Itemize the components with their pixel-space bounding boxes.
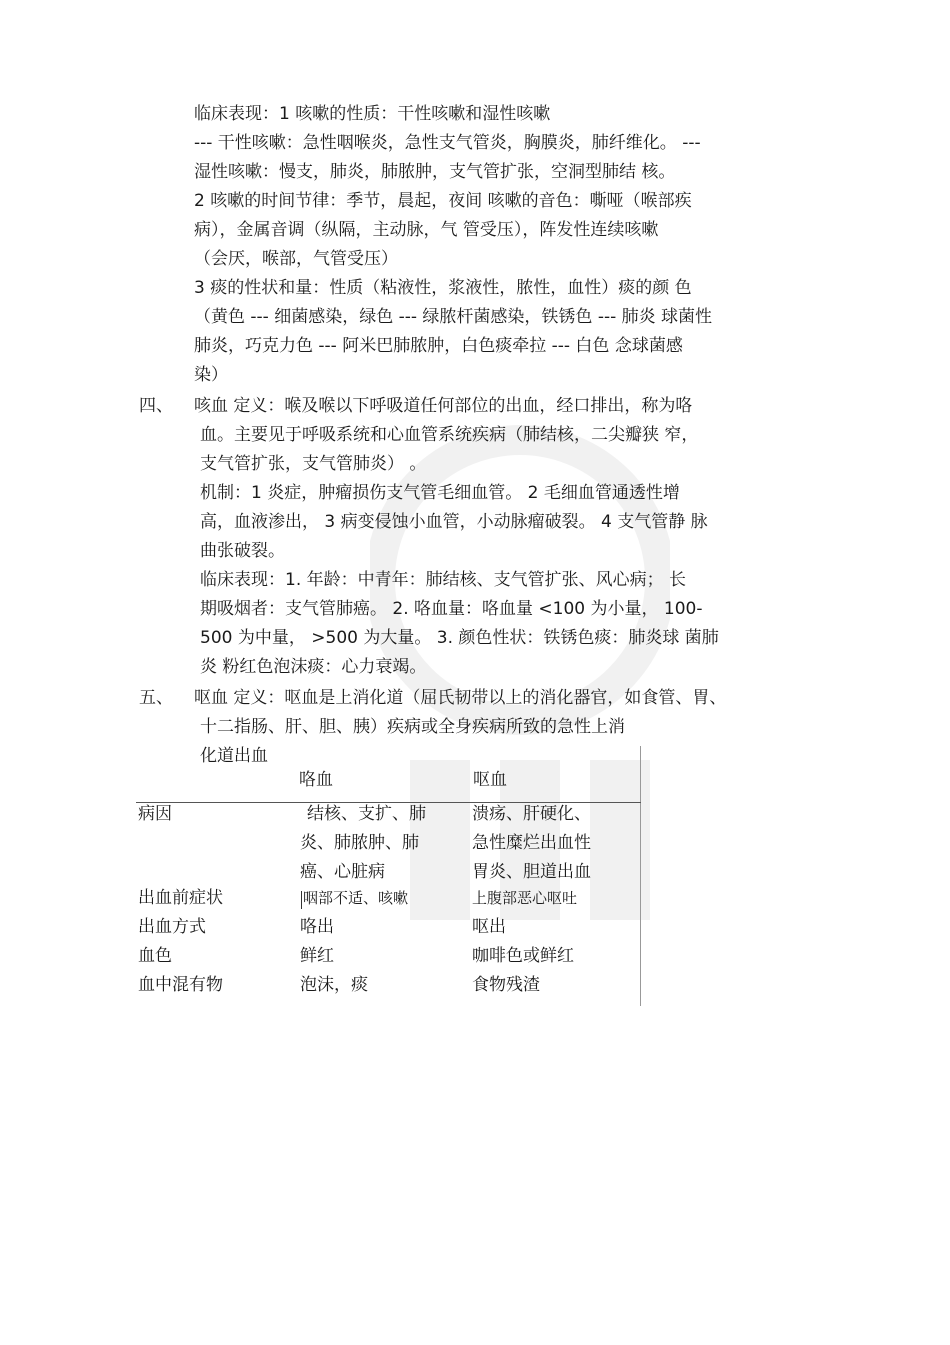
table-cell: 溃疡、肝硬化、 [472,804,591,824]
section-line: 临床表现：1. 年龄：中青年：肺结核、支气管扩张、风心病； 长 [200,570,687,590]
paragraph-line: （黄色 --- 细菌感染，绿色 --- 绿脓杆菌感染，铁锈色 --- 肺炎 球菌性 [194,307,713,327]
table-row-label: 血色 [138,946,172,966]
comparison-table [136,766,641,1006]
table-header-hematemesis: 呕血 [473,770,507,790]
table-cell: 炎、肺脓肿、肺 [300,833,419,853]
table-cell: 结核、支扩、肺 [307,804,426,824]
table-cell: 胃炎、胆道出血 [472,862,591,882]
paragraph-line: 3 痰的性状和量：性质（粘液性，浆液性，脓性，血性）痰的颜 色 [194,278,692,298]
section-line: 炎 粉红色泡沫痰：心力衰竭。 [200,657,427,677]
paragraph-line: 染） [194,365,228,385]
section-line: 期吸烟者：支气管肺癌。 2. 咯血量：咯血量 <100 为小量， 100- [200,599,703,619]
table-cell: 上腹部恶心呕吐 [472,889,578,907]
table-row-label: 出血方式 [138,917,206,937]
section-line: 支气管扩张，支气管肺炎） 。 [200,454,427,474]
table-cell: 咯出 [300,917,334,937]
table-header-hemoptysis: 咯血 [299,770,333,790]
section-line: 化道出血 [200,746,268,766]
paragraph-line: （会厌，喉部，气管受压） [194,249,398,269]
table-row-label: 血中混有物 [138,975,223,995]
paragraph-line: 肺炎，巧克力色 --- 阿米巴肺脓肿，白色痰牵拉 --- 白色 念球菌感 [194,336,683,356]
section-number: 五、 [139,688,173,708]
table-cell: 鲜红 [300,946,334,966]
section-line: 曲张破裂。 [200,541,285,561]
table-row-label: 病因 [138,804,172,824]
section-number: 四、 [139,396,173,416]
section-line: 机制：1 炎症，肿瘤损伤支气管毛细血管。 2 毛细血管通透性增 [200,483,680,503]
table-cell: 食物残渣 [472,975,540,995]
table-cell: 呕出 [472,917,506,937]
table-border [640,746,641,1006]
table-cell: 咖啡色或鲜红 [472,946,574,966]
section-line: 咳血 定义：喉及喉以下呼吸道任何部位的出血，经口排出，称为咯 [194,396,693,416]
table-cell: 癌、心脏病 [300,862,385,882]
table-row-label: 出血前症状 [138,888,223,908]
section-line: 高，血液渗出， 3 病变侵蚀小血管，小动脉瘤破裂。 4 支气管静 脉 [200,512,708,532]
section-line: 呕血 定义：呕血是上消化道（屈氏韧带以上的消化器官，如食管、胃、 [194,688,727,708]
paragraph-line: 临床表现：1 咳嗽的性质：干性咳嗽和湿性咳嗽 [194,104,551,124]
table-cell: 咽部不适、咳嗽 [303,889,409,907]
section-line: 十二指肠、肝、胆、胰）疾病或全身疾病所致的急性上消 [200,717,625,737]
paragraph-line: 病），金属音调（纵隔，主动脉，气 管受压），阵发性连续咳嗽 [194,220,659,240]
table-cell: 泡沫，痰 [300,975,368,995]
paragraph-line: 2 咳嗽的时间节律：季节，晨起，夜间 咳嗽的音色：嘶哑（喉部疾 [194,191,692,211]
section-line: 500 为中量， >500 为大量。 3. 颜色性状：铁锈色痰：肺炎球 菌肺 [200,628,719,648]
table-cell: 急性糜烂出血性 [472,833,591,853]
section-line: 血。主要见于呼吸系统和心血管系统疾病（肺结核，二尖瓣狭 窄， [200,425,699,445]
paragraph-line: --- 干性咳嗽：急性咽喉炎，急性支气管炎，胸膜炎，肺纤维化。 --- [194,133,701,153]
paragraph-line: 湿性咳嗽：慢支，肺炎，肺脓肿，支气管扩张，空洞型肺结 核。 [194,162,676,182]
text-cursor [301,891,302,909]
